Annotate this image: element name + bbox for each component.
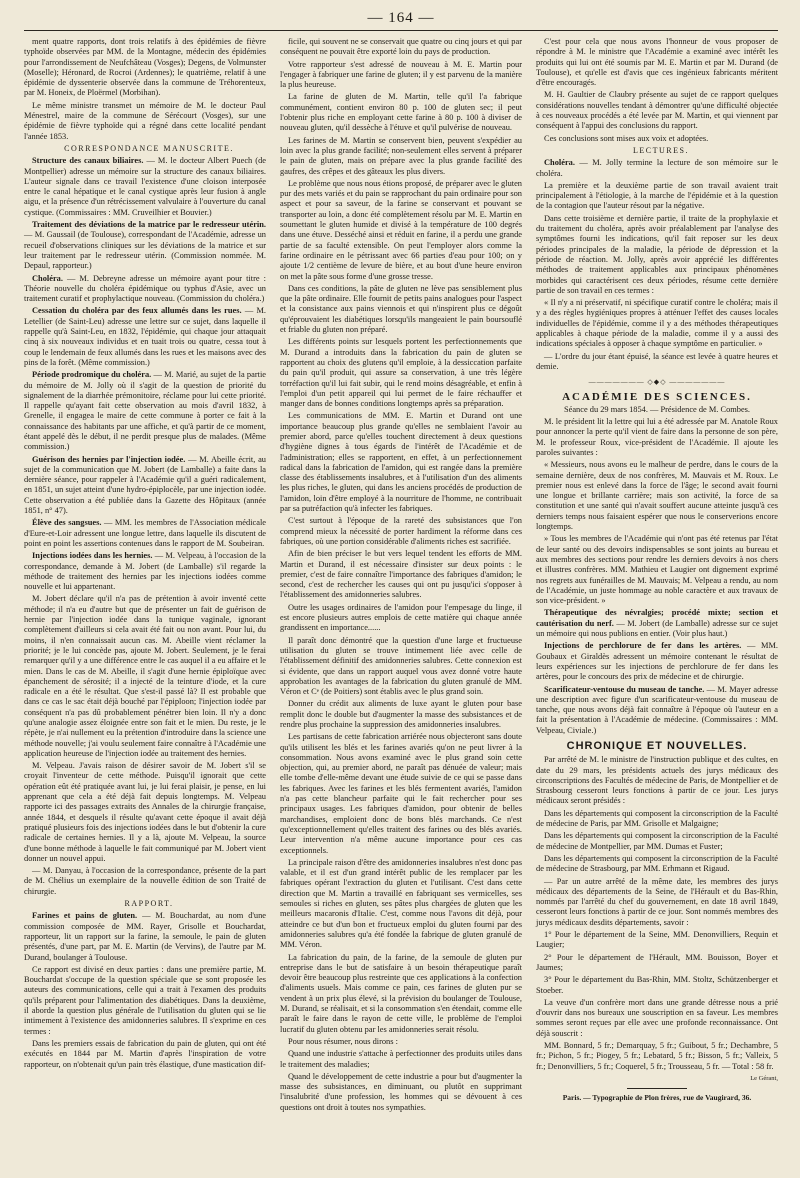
paragraph: » Tous les membres de l'Académie qui n'ont pas été retenus par l'état de leur santé ou des devoirs indispensables se sont joints au bureau et aux membres des sections pour rendre les derniers devoirs à nos chers et illustres confrères. MM. Mathieu et Laugier ont dignement exprimé nos regrets aux funérailles de M. Mauvais; M. Velpeau a rendu, au nom de l'Académie, un juste hommage au noble caractère et aux travaux de son vice-président. » [536, 534, 778, 606]
footer-rule [627, 1088, 687, 1089]
paragraph: Le même ministre transmet un mémoire de M. le docteur Paul Ménestrel, maire de la commune de Sérécourt (Vosges), sur une épidémie de fièvre typhoïde qui a régné dans cette localité pendant l'année 1853. [24, 100, 266, 141]
section-heading: LECTURES. [633, 145, 689, 155]
paragraph: Dans ces conditions, la pâte de gluten ne lève pas sensiblement plus que la pâte ordinaire. Elle fournit de petits pains analogues pour l'aspect et la consistance aux pains viennois et qui n'inspirent plus ce dégoût qu'éprouvaient les diabétiques lorsqu'ils mangeaient le pain boursouflé et friable du gluten non préparé. [280, 283, 522, 335]
session-line: Séance du 29 mars 1854. — Présidence de M. Combes. [563, 404, 751, 414]
paragraph: La farine de gluten de M. Martin, telle qu'il l'a fabrique communément, contient environ 80 p. 100 de gluten sec; il peut l'obtenir plus riche en employant cette farine à 80 p. 100 à diviser de nouveau gluten, qu'il dessèche à l'étuve et qu'il pulvérise de nouveau. [280, 92, 522, 133]
ornament-divider: ——————— ◇◆◇ ——————— [588, 378, 726, 387]
paragraph-heading: Scarificateur-ventouse du museau de tanche. [544, 684, 705, 694]
paragraph: Donner du crédit aux aliments de luxe ayant le gluten pour base remplit donc le double but d'augmenter la masse des subsistances et de rendre plus prochaine la suppression des amidonneries insalubres. [280, 699, 522, 729]
paragraph: Quand une industrie s'attache à perfectionner des produits utiles dans le traitement des maladies; [280, 1049, 522, 1069]
paragraph [536, 641, 778, 682]
paragraph-text: — M. le docteur Albert Puech (de Montpellier) adresse un mémoire sur la structure des canaux biliaires. L'auteur signale dans ce travail l'existence d'une cloison interposée entre le canal hépatique et le canal cystique après leur fusion à angle aigu, et la présence d'un rétrécissement valvulaire à l'ouverture du canal cystique. (Commissaires : MM. Cruveilhier et Bouvier.) [24, 156, 266, 217]
column-right [536, 37, 778, 1115]
printer-imprint: Paris. — Typographie de Plon frères, rue de Vaugirard, 36. [562, 1093, 752, 1103]
paragraph-heading: Injections de perchlorure de fer dans les artères. [544, 641, 742, 651]
paragraph: La principale raison d'être des amidonneries insalubres n'est donc pas valable, et il est d'un grand intérêt public de les remplacer par les fabriques opérant l'extraction du gluten et l'utilisant. C'est dans cette direction que M. Martin a travaillé en fabriquant ses vermicelles, ses semoules si riches en gluten, ses pâtes plus chargées de gluten que les meilleurs macaronis d'Italie. C'est, comme nous l'avons dit déjà, pour atteindre ce but d'un bon et fructueux emploi du gluten fourni par des amidonneries salubres qu'a été fondée la fabrique de gluten granulé de MM. Véron. [280, 857, 522, 950]
paragraph: Les communications de MM. E. Martin et Durand ont une importance beaucoup plus grande qu'elles ne semblaient l'avoir au premier abord, parce qu'elles touchent directement à deux questions d'hygiène dignes à tous égards de l'intérêt de l'Académie et de l'administration; elles se rapportent, en effet, à un perfectionnement radical dans la fabrication de l'amidon, qui est rangée dans la première classe des établissements insalubres, et à l'utilisation d'un des aliments les plus riches, le gluten, qui dans les anciens procédés de production de l'amidon, loin d'être employé à la nourriture de l'homme, ne contribuait par sa putréfaction qu'à infecter les fabriques. [280, 411, 522, 514]
paragraph [536, 158, 778, 179]
paragraph-heading: Choléra. [544, 158, 575, 168]
paragraph: Ces conclusions sont mises aux voix et adoptées. [544, 133, 709, 143]
paragraph: M. Velpeau. J'avais raison de désirer savoir de M. Jobert s'il se croyait l'inventeur de cette méthode. Puisqu'il ignorait que cette opération eût été pratiquée avant lui, je lui ferai plaisir, je pense, en lui apprenant que cela a été déjà fait depuis longtemps. M. Velpeau rapporte ici des passages extraits des Annales de la chirurgie française, année 1844, et desquels il résulte qu'avant cette époque il avait déjà pratiqué plusieurs fois des injections iodées dans le but d'obtenir la cure radicale de certaines hernies. Il y a là, ajoute M. Velpeau, la source d'une bonne méthode à laquelle le fait communiqué par M. Jobert vient donner un nouvel appui. [24, 761, 266, 863]
paragraph: Il paraît donc démontré que la question d'une large et fructueuse utilisation du gluten se trouve intimement liée avec celle de l'établissement définitif des amidonneries salubres. Cette connexion est si évidente, que dans un rapport auquel vous avez donné votre haute approbation les avantages de la fabrication du gluten granulé de MM. Véron et Cᵉ (de Poitiers) sont établis avec le plus grand soin. [280, 635, 522, 697]
academy-heading: ACADÉMIE DES SCIENCES. [562, 390, 752, 403]
paragraph-text: — M. Marié, au sujet de la partie du mémoire de M. Jolly où il s'agit de la question de priorité du signalement de la diarrhée prémonitoire, réclame pour lui cette priorité. Il rappelle qu'ayant fait cette observation au mois d'avril 1832, à Grenelle, il engagea le maire de cette commune à porter ce fait à la connaissance des habitants par une affiche, et qu'à partir de ce moment, étant appelé dès le début, il ne perdit presque plus de malades. (Même commission.) [24, 370, 266, 452]
paragraph: Votre rapporteur s'est adressé de nouveau à M. E. Martin pour l'engager à fabriquer une farine de gluten; il y est parvenu de la manière la plus heureuse. [280, 59, 522, 90]
paragraph: M. H. Gaultier de Claubry présente au sujet de ce rapport quelques considérations nouvelles tendant à démontrer qu'une difficulté objectée à ces nouveaux procédés a été levée par M. Martin, et qui viennent par conséquent à l'appui des conclusions du rapport. [536, 90, 778, 131]
paragraph: C'est pour cela que nous avons l'honneur de vous proposer de répondre à M. le ministre que l'Académie a examiné avec intérêt les produits qui lui ont été soumis par M. E. Martin et par M. Durand (de Toulouse), et qu'elle est d'avis que ces ingénieux fabricants méritent d'être encouragés. [536, 37, 778, 88]
paragraph-text: — M. Velpeau, à l'occasion de la correspondance, demande à M. Jobert (de Lamballe) s'il regarde la méthode de traitement des hernies par les injections iodées comme nouvelle et lui appartenant. [24, 551, 266, 592]
paragraph: ficile, qui souvent ne se conservait que quatre ou cinq jours et qui par conséquent ne pouvait être exporté loin du pays de production. [280, 37, 522, 57]
paragraph: Par arrêté de M. le ministre de l'instruction publique et des cultes, en date du 29 mars, les présidents actuels des jurys médicaux des circonscriptions des Facultés de médecine de Paris, de Montpellier et de Strasbourg cesseront leurs fonctions à partir de ce jour. Les jurys médicaux seront présidés : [536, 755, 778, 806]
paragraph: C'est surtout à l'époque de la rareté des subsistances que l'on comprend mieux la nécessité de porter hardiment la réforme dans ces fabriques, où une portion considérable d'aliments riches est sacrifiée. [280, 516, 522, 546]
paragraph: « Il n'y a ni préservatif, ni spécifique curatif contre le choléra; mais il y a des règles hygiéniques propres à atténuer l'effet des causes locales individuelles de l'épidémie, comme il y a des méthodes thérapeutiques applicables à chaque période de la maladie, comme il y a aussi des indications spéciales à opposer à chaque symptôme en particulier. » [536, 298, 778, 349]
paragraph: Les différents points sur lesquels portent les perfectionnements que M. Durand a introduits dans la fabrication du pain de gluten se rapportent au choix des glutens qu'il emploie, à la dessiccation parfaite du pain qu'il produit, qui assure sa conservation, à une très légère torréfaction qu'il lui fait subir, qui le rend moins désagréable, et enfin à l'emploi d'un petit appareil qui lui permet de le faire réchauffer et manger dans de bonnes conditions longtemps après sa préparation. [280, 337, 522, 409]
paragraph-heading: Traitement des déviations de la matrice par le redresseur utérin. [32, 220, 266, 230]
paragraph: M. Jobert déclare qu'il n'a pas de prétention à avoir inventé cette méthode; il n'a eu d'autre but que de présenter un fait de guérison de hernie par l'injection iodée dans la tunique vaginale, ignorant complètement d'ailleurs si cela avait été fait ou non avant. Pour lui, du moins, il n'en connaissait aucun cas. M. Abeille vient réclamer la priorité; je le lui concède pas, ajoute M. Jobert. Seulement, je le ferai remarquer qu'il y a une différence entre le cas auquel il a eu affaire et le mien. Dans le cas de M. Abeille, il s'agit d'une hernie épiploïque avec épanchement de sérosité; il a injecté de la teinture d'iode, et la cure radicale en a été le résultat. Que s'est-il passé là? Il est probable que dans ce cas le sac était déjà bouché par l'épiploon; l'injection iodée par conséquent n'a pas dû probablement pénétrer bien loin. Il n'y a donc qu'une analogie assez éloignée entre son fait et le mien. Du reste, je le répète, je n'ai nullement eu la prétention d'introduire dans la science une méthode nouvelle; j'ai voulu seulement faire connaître à l'Académie une application heureuse de l'injection iodée au traitement des hernies. [24, 594, 266, 758]
paragraph: « Messieurs, nous avons eu le malheur de perdre, dans le cours de la semaine dernière, deux de nos confrères, M. Mauvais et M. Roux. Le premier nous est enlevé dans la force de l'âge; le second avait fourni une longue et brillante carrière; mais son activité, la force de sa constitution et une santé qui n'avait souffert aucune atteinte jusqu'à ces derniers temps nous faisaient espérer que nous le conserverions encore longtemps. [536, 460, 778, 532]
chronicle-heading: CHRONIQUE ET NOUVELLES. [566, 740, 748, 752]
page-number: — 164 — [367, 10, 435, 26]
paragraph-heading: Guérison des hernies par l'injection iodée. [32, 454, 186, 464]
paragraph-text: — M. Abeille écrit, au sujet de la communication que M. Jobert (de Lamballe) a faite dans la dernière séance, pour rappeler à l'Académie qu'il a guéri radicalement, en 1851, un sujet atteint d'une hydro-épiplocèle, par une injection iodée. Cette observation a été publiée dans la Gazette des Hôpitaux (année 1851, n° 47). [24, 454, 266, 516]
paragraph [24, 306, 266, 368]
paragraph [24, 156, 266, 218]
paragraph-text: — M. Gaussail (de Toulouse), correspondant de l'Académie, adresse un recueil d'observations cliniques sur les déviations de la matrice et sur leur traitement par le redresseur utérin. (Commission nommée. M. Depaul, rapporteur.) [24, 230, 266, 271]
paragraph: La première et la deuxième partie de son travail avaient trait principalement à l'étiologie, à la marche de l'épidémie et à la question de la contagion que l'auteur résout par la négative. [536, 180, 778, 211]
paragraph: — L'ordre du jour étant épuisé, la séance est levée à quatre heures et demie. [536, 351, 778, 371]
paragraph [24, 370, 266, 452]
paragraph-heading: Choléra. [32, 273, 63, 283]
paragraph: 1° Pour le département de la Seine, MM. Denonvilliers, Requin et Laugier; [536, 930, 778, 950]
paragraph: Ce rapport est divisé en deux parties : dans une première partie, M. Bouchardat s'occupe de la question spéciale que se sont proposée les auteurs des communications, celle qui a trait à l'examen des produits qu'ils préparent pour l'alimentation des diabétiques. Dans la deuxième, il aborde la question plus générale de l'utilisation du gluten qui se lie intimement à l'existence des amidonneries salubres. Il s'exprime en ces termes : [24, 964, 266, 1036]
paragraph: Outre les usages ordinaires de l'amidon pour l'empesage du linge, il est encore plusieurs autres emplois de cette matière qui chaque année grandissent en importance...... [280, 602, 522, 633]
paragraph-text: — M. Mayer adresse une description avec figure d'un scarificateur-ventouse du museau de tanche, que nous avons déjà fait connaître à l'époque où l'auteur en a fait la présentation à l'Académie de médecine. (Commissaires : MM. Velpeau, Civiale.) [536, 684, 778, 735]
paragraph-heading: Cessation du choléra par des feux allumés dans les rues. [32, 306, 242, 316]
paragraph: Dans cette troisième et dernière partie, il traite de la prophylaxie et du traitement du choléra, après avoir préalablement par l'analyse des symptômes fourni les indications, qu'il fait reposer sur les deux périodes principales de la maladie, la période de dépression et la période de réaction. M. Jolly, après avoir apprécié les différentes méthodes de traitement applicables aux principaux phénomènes morbides qui caractérisent ces deux périodes, résume cette dernière partie de son travail en ces termes : [536, 213, 778, 295]
paragraph-heading: Période prodromique du choléra. [32, 370, 152, 380]
paragraph [24, 220, 266, 271]
paragraph: MM. Bonnard, 5 fr.; Demarquay, 5 fr.; Guibout, 5 fr.; Dechambre, 5 fr.; Pichon, 5 fr.; Piogey, 5 fr.; Lebatard, 5 fr.; Bisson, 5 fr.; Valleix, 5 fr.; Denonvilliers, 5 fr.; Coquerel, 5 fr.; Trousseau, 5 fr. — Total : 58 fr. [536, 1041, 778, 1071]
paragraph-text: — MM. les membres de l'Association médicale d'Eure-et-Loir adressent une longue lettre, dans laquelle ils discutent de point en point les assertions contenues dans le rapport de M. Soubeiran. [24, 518, 267, 548]
manager-signature: Le Gérant, [750, 1074, 778, 1082]
columns [24, 37, 778, 1115]
paragraph: Le problème que nous nous étions proposé, de préparer avec le gluten pur des mets variés et du pain se rapprochant du pain ordinaire pour son aspect et pour sa saveur, de la farine se conservant et pouvant se transporter au loin, a donc été complètement résolu par M. E. Martin en soumettant le gluten humide et divisé à la température de 100 degrés dans une étuve. Desséché ainsi et réduit en farine, il a perdu une grande partie de sa faculté extensible. On peut l'employer alors comme la farine ordinaire en le pétrissant avec 66 parties d'eau pour 100; on y ajoute 1/2 centième de levure de bière, et au bout d'une heure environ on met la pâte sous forme d'une grosse tresse. [280, 178, 522, 281]
paragraph: M. le président lit la lettre qui lui a été adressée par M. Anatole Roux pour annoncer la perte qu'il vient de faire dans la personne de son père, M. le professeur Roux, vice-président de l'Académie. Il ajoute les paroles suivantes : [536, 417, 778, 457]
paragraph [24, 911, 266, 962]
paragraph-heading: Farines et pains de gluten. [32, 911, 138, 921]
paragraph: — M. Danyau, à l'occasion de la correspondance, présente de la part de M. Chélius un exemplaire de la nouvelle édition de son Traité de chirurgie. [24, 866, 266, 896]
paragraph: 2° Pour le département de l'Hérault, MM. Bouisson, Boyer et Jaumes; [536, 952, 778, 972]
paragraph: Les farines de M. Martin se conservent bien, peuvent s'expédier au loin avec la plus grande facilité; non-seulement elles servent à préparer le pain de gluten, mais on prépare avec la plus grande facilité des gaufres, des crêpes et des gâteaux les plus divers. [280, 135, 522, 176]
paragraph: Les partisans de cette fabrication arriérée nous objecteront sans doute qu'ils utilisent les blés et les farines avariés qu'on ne peut livrer à la consommation. Nous avons examiné avec le plus grand soin cette objection, qui, au premier abord, ne paraît pas dénuée de valeur; mais elle tombe d'elle-même devant une étude suivie de ce qui se passe dans les fabriques. Avec les farines et les blés fermentent avariés, l'amidon n'a pas cette blancheur parfaite qui le fait rechercher pour ses principaux usages. Les fabriques d'amidon, pour obtenir de belles marchandises, emploient donc de bons blés marchands. Ce n'est qu'exceptionnellement qu'elles traitent des farines ou des blés avariés. Leur intervention n'a même aucune importance pour ces cas exceptionnels. [280, 732, 522, 855]
paragraph: La fabrication du pain, de la farine, de la semoule de gluten pur entreprise dans le but de satisfaire à un besoin thérapeutique paraît devoir être beaucoup plus restreinte que ces applications à la confection d'aliments usuels. Mais comme ce pain, ces farines de gluten pur se vendent à un prix plus élevé, si la prévision du boulanger de Toulouse, M. Durand, se réalisait, et si la consommation s'en étendait, comme elle paraît le faire dans le rayon de cette ville, le problème de l'emploi lucratif du gluten obtenu par les amidonneries serait résolu. [280, 952, 522, 1034]
column-left [24, 37, 266, 1115]
paragraph: Afin de bien préciser le but vers lequel tendent les efforts de MM. Martin et Durand, il est nécessaire d'insister sur deux points : le premier, c'est de faire connaître l'importance des fabriques d'amidon; le second, c'est de rechercher les causes qui ont pu jusqu'ici s'opposer à l'établissement des amidonneries salubres. [280, 549, 522, 600]
paragraph: Dans les premiers essais de fabrication du pain de gluten, qui ont été exécutés en 1844 par M. Martin d'après l'inspiration de votre rapporteur, on n'obtenait qu'un pain très élastique, d'une mastication dif- [24, 1038, 266, 1069]
paragraph [536, 685, 778, 736]
paragraph [24, 551, 266, 592]
paragraph: Dans les départements qui composent la circonscription de la Faculté de médecine de Paris, par MM. Grisolle et Malgaigne; [536, 808, 778, 829]
header-rule [24, 30, 778, 31]
paragraph-heading: Élève des sangsues. [32, 518, 102, 528]
paragraph-heading: Injections iodées dans les hernies. [32, 551, 153, 561]
column-middle [280, 37, 522, 1115]
paragraph-text: — M. Jolly termine la lecture de son mémoire sur le choléra. [536, 158, 778, 178]
paragraph: ment quatre rapports, dont trois relatifs à des épidémies de fièvre typhoïde observées par MM. de la Montagne, médecin des épidémies pour l'arrondissement de Neufchâteau (Vosges); Degens, de Volmunster (Moselle); Héronard, de Rocroi (Ardennes); le quatrième, relatif à une épidémie de dyssenterie observée dans la commune de Tréhorenteux, par M. Honeix, de Ploërmel (Morbihan). [24, 37, 266, 98]
section-heading: RAPPORT. [124, 899, 174, 909]
paragraph-heading: Structure des canaux biliaires. [32, 156, 144, 166]
paragraph [536, 608, 778, 639]
paragraph [24, 518, 266, 549]
paragraph: Dans les départements qui composent la circonscription de la Faculté de médecine de Montpellier, par MM. Dumas et Fuster; [536, 831, 778, 851]
paragraph-text: — M. Bouchardat, au nom d'une commission composée de MM. Rayer, Grisolle et Bouchardat, rapporteur, lit un rapport sur la farine, la semoule, le pain de gluten présentés, d'une part, par M. E. Martin (de Vervins), de l'autre par M. Durand, boulanger à Toulouse. [24, 911, 266, 962]
paragraph-heading: Thérapeutique des névralgies; procédé mixte; section et cautérisation du nerf. [536, 608, 778, 628]
paragraph: La veuve d'un confrère mort dans une grande détresse nous a prié d'ouvrir dans nos bureaux une souscription en sa faveur. Les membres sommes seront reçues par elle avec une profonde reconnaissance. Ont déjà souscrit : [536, 997, 778, 1038]
section-heading: CORRESPONDANCE MANUSCRITE. [64, 143, 234, 153]
paragraph-text: — MM. Goubaux et Giraldès adressent un mémoire contenant le résultat de leurs expériences sur les injections de perchlorure de fer dans les artères, pour le concours des prix de médecine et de chirurgie. [536, 641, 778, 682]
paragraph [24, 274, 266, 305]
paragraph-text: — M. Debreyne adresse un mémoire ayant pour titre : Théorie nouvelle du choléra épidémique ou typhus d'Asie, avec un traitement curatif et prophylactique nouveau. (Commission du choléra.) [24, 273, 266, 304]
paragraph-text: — M. Jobert (de Lamballe) adresse sur ce sujet un mémoire qui nous publions en entier. (Voir plus haut.) [536, 618, 779, 639]
paragraph: Quand le développement de cette industrie a pour but d'augmenter la masse des subsistances, en diminuant, ou plutôt en supprimant l'insalubrité d'une profession, les hommes qui se dévouent à ces questions ont droit à toutes nos sympathies. [280, 1071, 522, 1112]
paragraph: 3° Pour le département du Bas-Rhin, MM. Stoltz, Schützenberger et Stoeber. [536, 975, 778, 995]
paragraph: — Par un autre arrêté de la même date, les membres des jurys médicaux des départements de la Seine, de l'Hérault et du Bas-Rhin, nommés par l'arrêté du chef du gouvernement, en date 18 avril 1849, cesseront leurs fonctions à partir de ce jour. Sont nommés membres des jurys médicaux desdits départements, savoir : [536, 876, 778, 927]
paragraph-text: — M. Letellier (de Saint-Leu) adresse une lettre sur ce sujet, dans laquelle il rappelle qu'à Saint-Leu, en 1832, l'épidémie, qui chaque jour attaquait cinq à six nouveaux individus et en tuait trois ou quatre, cessa tout à coup le lendemain de feux allumés dans les rues et les maisons avec des pins de la forêt. (Même commission.) [24, 306, 267, 367]
paragraph: Pour nous résumer, nous dirons : [288, 1036, 398, 1046]
paragraph [24, 455, 266, 517]
paragraph: Dans les départements qui composent la circonscription de la Faculté de médecine de Strasbourg, par MM. Erhmann et Rigaud. [536, 853, 778, 874]
